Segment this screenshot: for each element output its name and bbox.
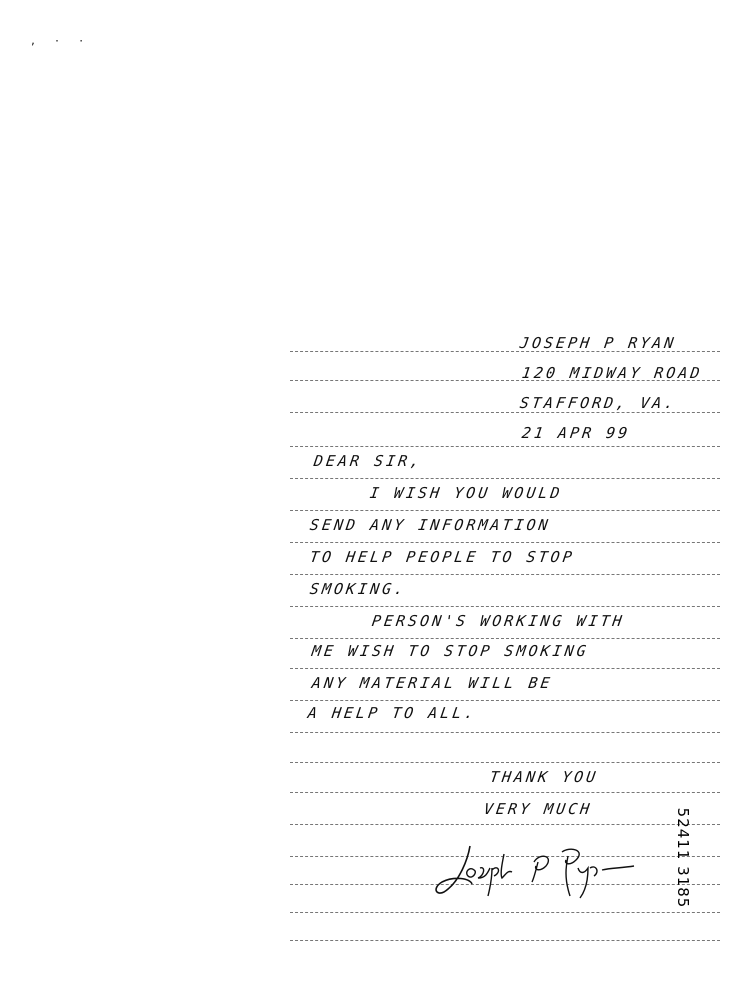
ruled-line [290, 574, 720, 575]
salutation: DEAR SIR, [312, 452, 424, 470]
ruled-line [290, 824, 720, 825]
letter-date: 21 APR 99 [520, 424, 632, 442]
ruled-line [290, 732, 720, 733]
body-line: ANY MATERIAL WILL BE [310, 674, 554, 692]
closing-line2: VERY MUCH [482, 800, 594, 818]
body-line: SMOKING. [308, 580, 408, 598]
body-line: ME WISH TO STOP SMOKING [310, 642, 590, 660]
ruled-line [290, 668, 720, 669]
body-line: PERSON'S WORKING WITH [370, 612, 626, 630]
scan-specks: , · · [30, 36, 91, 47]
body-line: I WISH YOU WOULD [368, 484, 564, 502]
sender-address-line1: 120 MIDWAY ROAD [520, 364, 704, 382]
ruled-line [290, 446, 720, 447]
ruled-line [290, 762, 720, 763]
ruled-line [290, 940, 720, 941]
sender-name: JOSEPH P RYAN [518, 334, 678, 352]
ruled-line [290, 510, 720, 511]
ruled-line [290, 700, 720, 701]
ruled-line [290, 792, 720, 793]
ruled-line [290, 478, 720, 479]
ruled-line [290, 412, 720, 413]
ruled-line [290, 912, 720, 913]
sender-address-line2: STAFFORD, VA. [518, 394, 678, 412]
signature [430, 838, 640, 902]
ruled-line [290, 542, 720, 543]
body-line: TO HELP PEOPLE TO STOP [308, 548, 576, 566]
document-id-stamp [668, 808, 698, 908]
body-line: A HELP TO ALL. [306, 704, 478, 722]
ruled-line [290, 606, 720, 607]
ruled-line [290, 638, 720, 639]
document-id: 52411 3185 [674, 807, 692, 909]
closing-line1: THANK YOU [488, 768, 600, 786]
body-line: SEND ANY INFORMATION [308, 516, 552, 534]
